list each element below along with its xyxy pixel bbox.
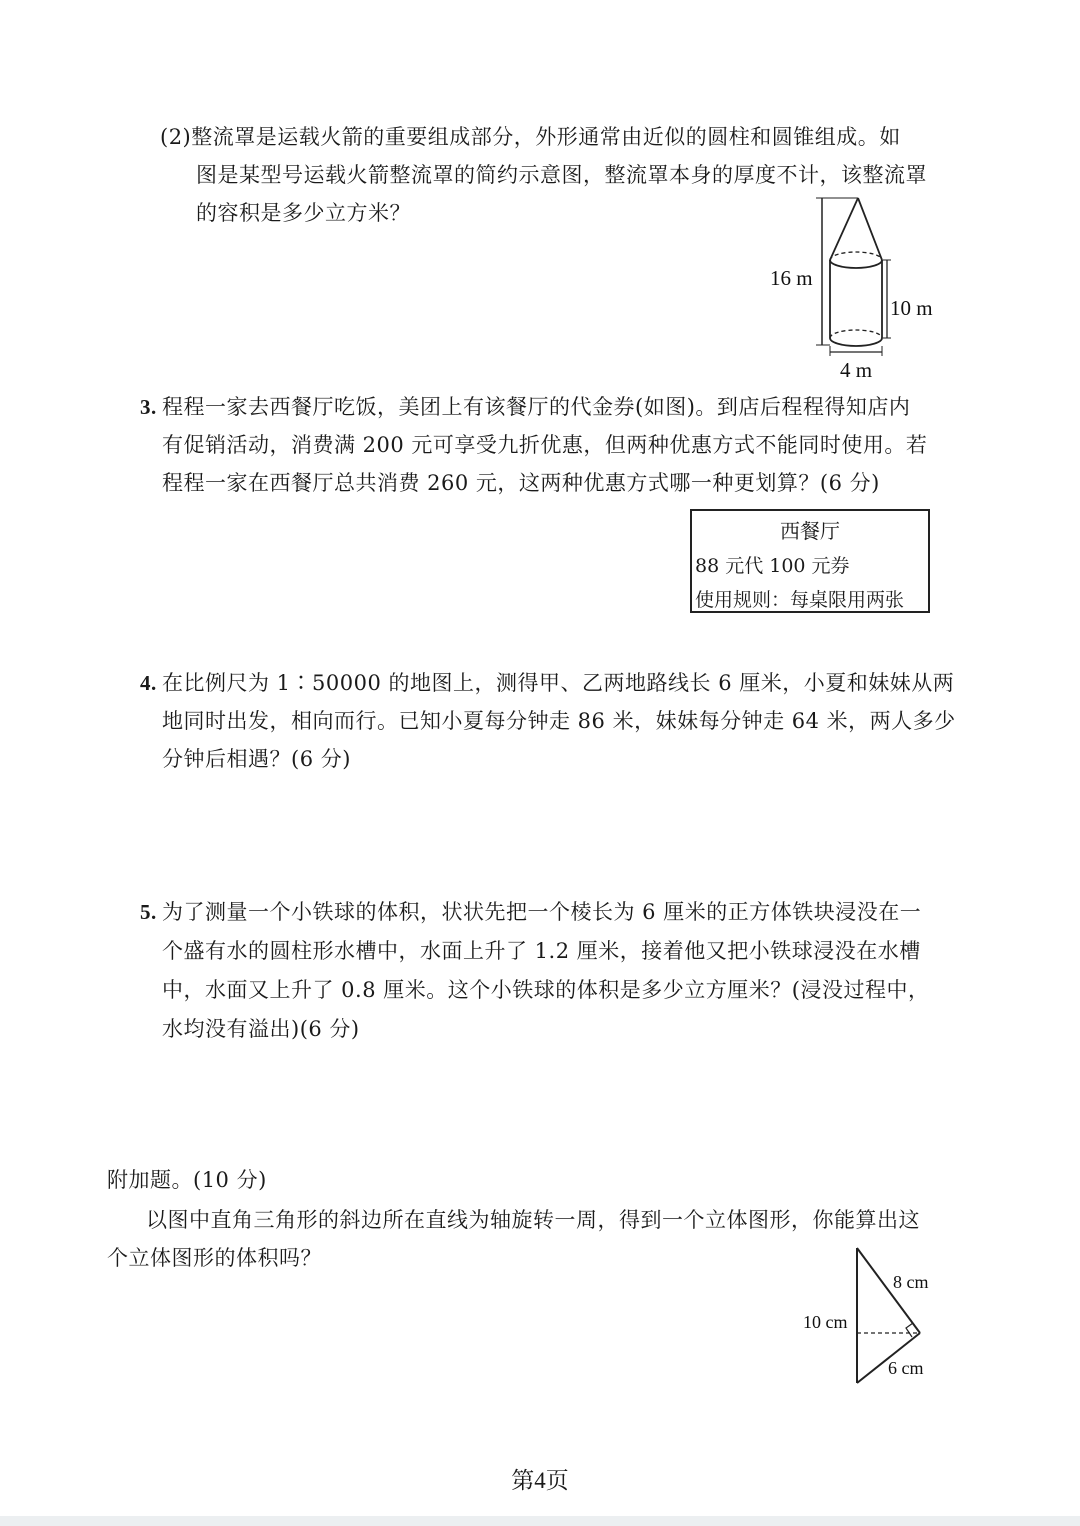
- q4-number: 4.: [140, 671, 157, 695]
- q2-2-line-1: (2)整流罩是运载火箭的重要组成部分，外形通常由近似的圆柱和圆锥组成。如: [160, 125, 901, 149]
- q5-number: 5.: [140, 900, 157, 924]
- q3-line-3: 程程一家在西餐厅总共消费 260 元，这两种优惠方式哪一种更划算？(6 分): [162, 471, 880, 495]
- bottom-strip: [0, 1516, 1080, 1526]
- leg-bottom-label: 6 cm: [888, 1358, 924, 1378]
- bonus-heading: 附加题。(10 分): [107, 1168, 267, 1192]
- coupon-value: 88 元代 100 元券: [695, 555, 850, 577]
- q3-line-2: 有促销活动，消费满 200 元可享受九折优惠，但两种优惠方式不能同时使用。若: [162, 433, 928, 457]
- q5-line-3: 中，水面又上升了 0.8 厘米。这个小铁球的体积是多少立方厘米？(浸没过程中，: [162, 978, 930, 1002]
- q5-line-4: 水均没有溢出)(6 分): [162, 1017, 360, 1041]
- q2-2-line-3: 的容积是多少立方米？: [196, 201, 411, 225]
- bonus-line-1: 以图中直角三角形的斜边所在直线为轴旋转一周，得到一个立体图形，你能算出这: [146, 1208, 920, 1232]
- page-number: 第4页: [511, 1468, 569, 1493]
- coupon-box: [690, 509, 930, 613]
- diameter-label: 4 m: [840, 358, 873, 382]
- leg-top-label: 8 cm: [893, 1272, 929, 1292]
- q5-line-1: 为了测量一个小铁球的体积，状状先把一个棱长为 6 厘米的正方体铁块浸没在一: [162, 900, 922, 924]
- coupon-rule: 使用规则：每桌限用两张: [695, 589, 905, 611]
- hypotenuse-label: 10 cm: [803, 1312, 848, 1332]
- q4-line-2: 地同时出发，相向而行。已知小夏每分钟走 86 米，妹妹每分钟走 64 米，两人多少: [162, 709, 956, 733]
- q4-line-3: 分钟后相遇？(6 分): [162, 747, 351, 771]
- q4-line-1: 在比例尺为 1∶50000 的地图上，测得甲、乙两地路线长 6 厘米，小夏和妹妹从两: [162, 671, 955, 695]
- q3-line-1: 程程一家去西餐厅吃饭，美团上有该餐厅的代金券(如图)。到店后程程得知店内: [162, 395, 911, 419]
- q5-line-2: 个盛有水的圆柱形水槽中，水面上升了 1.2 厘米，接着他又把小铁球浸没在水槽: [162, 939, 921, 963]
- q2-2-line-2: 图是某型号运载火箭整流罩的简约示意图，整流罩本身的厚度不计，该整流罩: [196, 163, 927, 187]
- bonus-line-2: 个立体图形的体积吗？: [107, 1246, 322, 1270]
- coupon-title: 西餐厅: [780, 519, 840, 543]
- fairing-height-label: 16 m: [770, 266, 813, 290]
- cylinder-height-label: 10 m: [890, 296, 933, 320]
- q3-number: 3.: [140, 395, 157, 419]
